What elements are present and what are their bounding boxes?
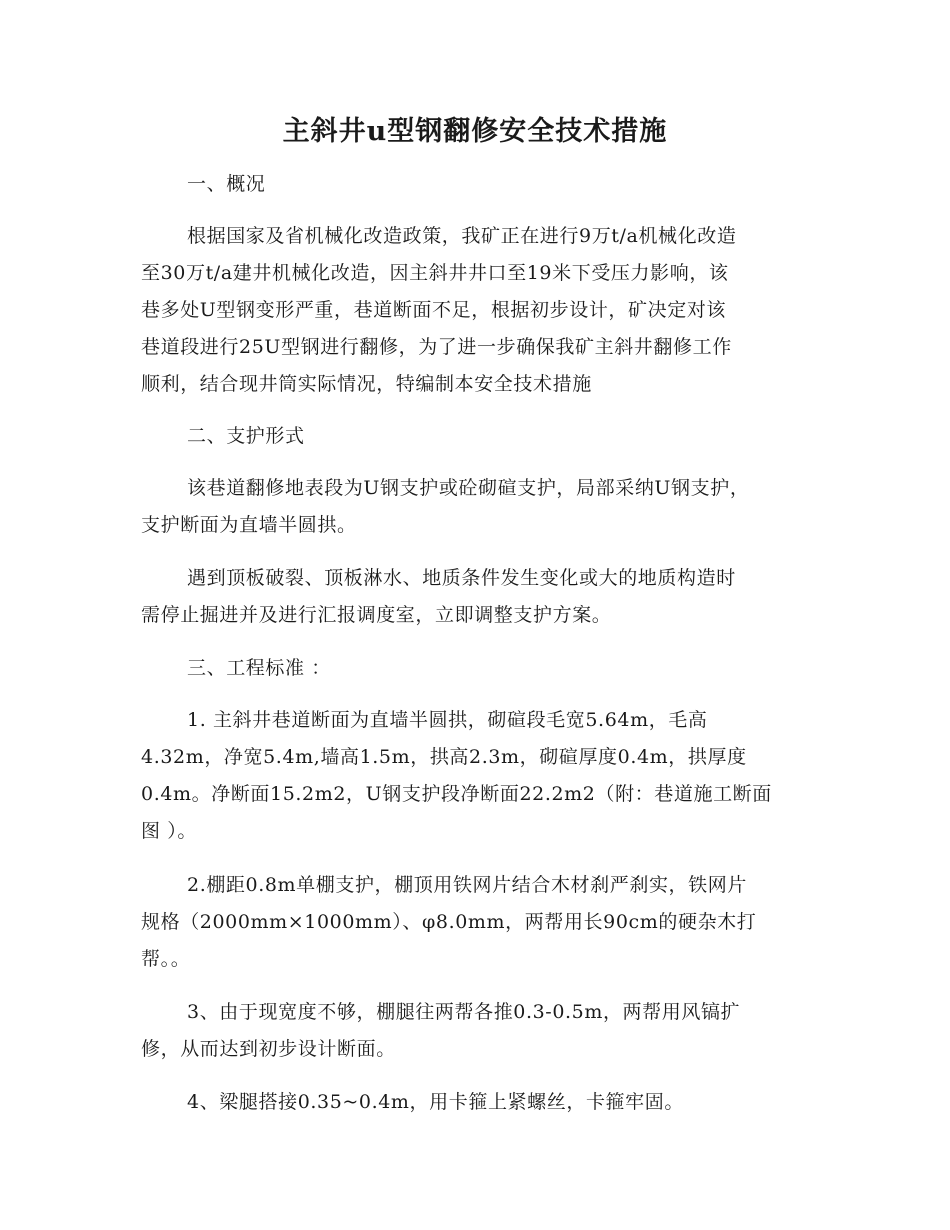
paragraph-line: 图 ）。 <box>141 820 197 842</box>
paragraph-line: 1. 主斜井巷道断面为直墙半圆拱，砌碹段毛宽5.64m，毛高 <box>187 709 708 731</box>
heading-text: 一、概况 <box>187 173 266 195</box>
paragraph-line: 帮。。 <box>141 948 191 970</box>
document-title: 主斜井u型钢翻修安全技术措施 <box>282 116 668 147</box>
heading-text: 二、支护形式 <box>187 425 305 447</box>
paragraph-line: 修，从而达到初步设计断面。 <box>141 1038 396 1060</box>
paragraph-line: 巷道段进行25U型钢进行翻修，为了进一步确保我矿主斜井翻修工作 <box>141 336 732 358</box>
section-2-paragraph-1 <box>141 470 813 544</box>
paragraph-line: 巷多处U型钢变形严重，巷道断面不足，根据初步设计，矿决定对该 <box>141 299 727 321</box>
paragraph-line: 2.棚距0.8m单棚支护，棚顶用铁网片结合木材刹严刹实，铁网片 <box>187 874 747 896</box>
heading-text: 三、工程标准 ： <box>187 657 331 679</box>
paragraph-line: 0.4m。净断面15.2m2，U钢支护段净断面22.2m2（附：巷道施工断面 <box>141 783 772 805</box>
section-2-paragraph-2 <box>141 560 813 634</box>
section-3-item-2 <box>141 867 813 978</box>
paragraph-line: 4.32m，净宽5.4m,墙高1.5m，拱高2.3m，砌碹厚度0.4m，拱厚度 <box>141 746 747 768</box>
paragraph-line: 需停止掘进并及进行汇报调度室，立即调整支护方案。 <box>141 604 612 626</box>
paragraph-line: 根据国家及省机械化改造政策，我矿正在进行9万t/a机械化改造 <box>187 225 737 247</box>
paragraph-line: 支护断面为直墙半圆拱。 <box>141 514 357 536</box>
paragraph-line: 至30万t/a建井机械化改造，因主斜井井口至19米下受压力影响，该 <box>141 262 729 284</box>
paragraph-line: 规格（2000mm×1000mm）、φ8.0mm，两帮用长90cm的硬杂木打 <box>141 911 757 933</box>
section-2-heading <box>141 418 813 455</box>
paragraph-line: 该巷道翻修地表段为U钢支护或砼砌碹支护，局部采纳U钢支护， <box>187 477 750 499</box>
paragraph-line: 4、梁腿搭接0.35~0.4m，用卡箍上紧螺丝，卡箍牢固。 <box>187 1091 684 1113</box>
section-3-heading <box>141 650 813 687</box>
section-3-item-4 <box>141 1084 813 1121</box>
paragraph-line: 顺利，结合现井筒实际情况，特编制本安全技术措施 <box>141 373 592 395</box>
section-3-item-1 <box>141 702 813 850</box>
section-1-paragraph <box>141 218 813 403</box>
section-3-item-3 <box>141 994 813 1068</box>
paragraph-line: 3、由于现宽度不够，棚腿往两帮各推0.3-0.5m，两帮用风镐扩 <box>187 1001 741 1023</box>
section-1-heading <box>141 166 813 203</box>
paragraph-line: 遇到顶板破裂、顶板淋水、地质条件发生变化或大的地质构造时 <box>187 567 736 589</box>
